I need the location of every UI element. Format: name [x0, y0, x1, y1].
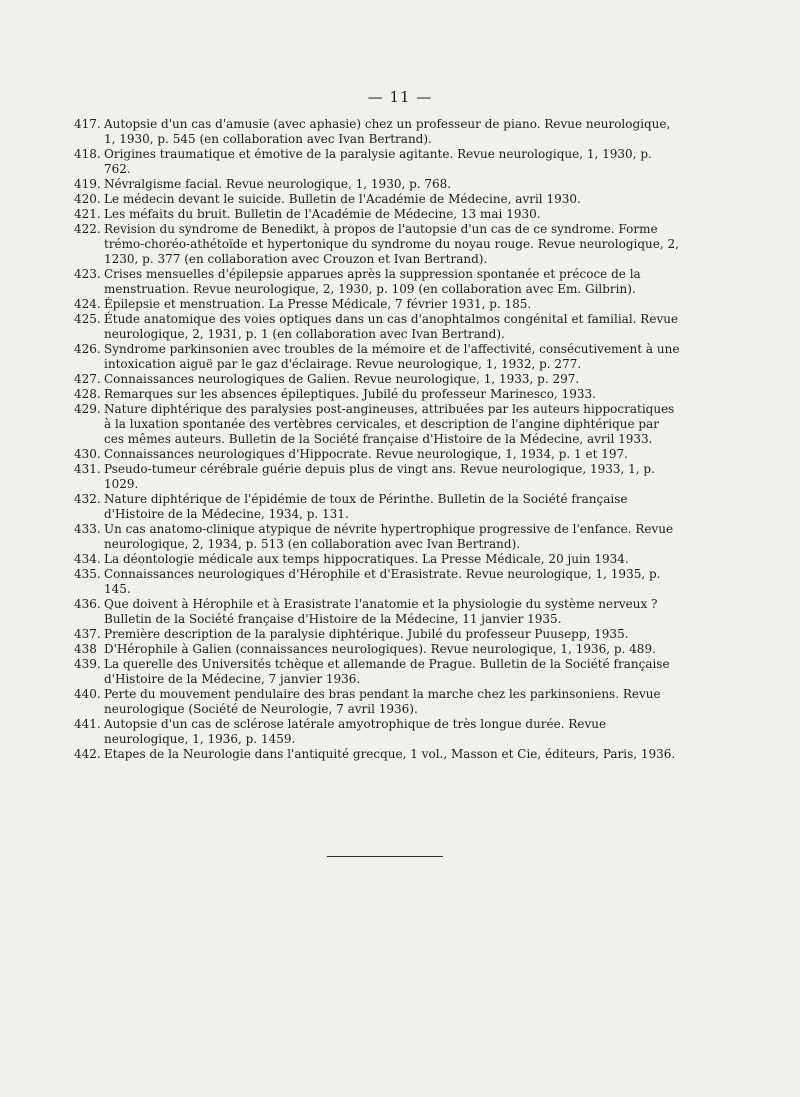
entry-number: 440.: [74, 687, 101, 701]
entry-number: 441.: [74, 717, 101, 731]
entry-text: Nature diphtérique de l'épidémie de toux de Périnthe. Bulletin de la Société française d'Histoire de la Médecine, 1934, p. 131.: [104, 492, 628, 521]
entry-number: 420.: [74, 192, 101, 206]
entry-text: Connaissances neurologiques d'Hérophile et d'Erasistrate. Revue neurologique, 1, 1935, p. 145.: [104, 567, 661, 596]
list-item: [74, 402, 680, 447]
entry-number: 439.: [74, 657, 101, 671]
entry-text: Remarques sur les absences épileptiques. Jubilé du professeur Marinesco, 1933.: [104, 387, 596, 401]
entry-text: Un cas anatomo-clinique atypique de névrite hypertrophique progressive de l'enfance. Revue neurologique, 2, 1934, p. 513 (en collaboration avec Ivan Bertrand).: [104, 522, 674, 551]
entry-text: La querelle des Universités tchèque et allemande de Prague. Bulletin de la Société française d'Histoire de la Médecine, 7 janvier 1936.: [104, 657, 670, 686]
entry-number: 432.: [74, 492, 101, 506]
entry-text: Origines traumatique et émotive de la paralysie agitante. Revue neurologique, 1, 1930, p. 762.: [104, 147, 652, 176]
entry-text: Le médecin devant le suicide. Bulletin de l'Académie de Médecine, avril 1930.: [104, 192, 581, 206]
entry-text: Syndrome parkinsonien avec troubles de la mémoire et de l'affectivité, consécutivement à une intoxication aiguë par le gaz d'éclairage. Revue neurologique, 1, 1932, p. 277.: [104, 342, 680, 371]
closing-rule: [327, 856, 443, 857]
list-item: [74, 222, 680, 267]
list-item: [74, 567, 680, 597]
entry-number: 428.: [74, 387, 101, 401]
list-item: [74, 492, 680, 522]
entry-number: 427.: [74, 372, 101, 386]
list-item: [74, 462, 680, 492]
list-item: [74, 342, 680, 372]
list-item: [74, 297, 680, 312]
list-item: [74, 117, 680, 147]
list-item: [74, 447, 680, 462]
entry-number: 435.: [74, 567, 101, 581]
entry-number: 442.: [74, 747, 101, 761]
list-item: [74, 387, 680, 402]
entry-text: Nature diphtérique des paralysies post-angineuses, attribuées par les auteurs hippocratiques à la luxation spontanée des vertèbres cervicales, et description de l'angine diphtérique par ces mêmes auteurs. Bulletin de la Société française d'Histoire de la Médecine, avril 1933.: [104, 402, 675, 446]
entry-text: Névralgisme facial. Revue neurologique, 1, 1930, p. 768.: [104, 177, 452, 191]
entry-text: Première description de la paralysie diphtérique. Jubilé du professeur Puusepp, 1935.: [104, 627, 629, 641]
entry-number: 423.: [74, 267, 101, 281]
list-item: [74, 177, 680, 192]
entry-text: Autopsie d'un cas d'amusie (avec aphasie) chez un professeur de piano. Revue neurologique, 1, 1930, p. 545 (en collaboration avec Ivan Bertrand).: [104, 117, 671, 146]
list-item: [74, 522, 680, 552]
list-item: [74, 642, 680, 657]
entry-text: Pseudo-tumeur cérébrale guérie depuis plus de vingt ans. Revue neurologique, 1933, 1, p. 1029.: [104, 462, 655, 491]
bibliography-list: [74, 117, 680, 762]
list-item: [74, 147, 680, 177]
list-item: [74, 717, 680, 747]
entry-text: La déontologie médicale aux temps hippocratiques. La Presse Médicale, 20 juin 1934.: [104, 552, 629, 566]
entry-number: 419.: [74, 177, 101, 191]
entry-text: Perte du mouvement pendulaire des bras pendant la marche chez les parkinsoniens. Revue neurologique (Société de Neurologie, 7 avril 1936).: [104, 687, 661, 716]
entry-text: Crises mensuelles d'épilepsie apparues après la suppression spontanée et précoce de la menstruation. Revue neurologique, 2, 1930, p. 109 (en collaboration avec Em. Gilbrin).: [104, 267, 641, 296]
list-item: [74, 627, 680, 642]
entry-text: Revision du syndrome de Benedikt, à propos de l'autopsie d'un cas de ce syndrome. Forme trémo-choréo-athétoïde et hypertonique du syndrome du noyau rouge. Revue neurologique, 2, 1230, p. 377 (en collaboration avec Crouzon et Ivan Bertrand).: [104, 222, 679, 266]
list-item: [74, 687, 680, 717]
list-item: [74, 312, 680, 342]
entry-number: 422.: [74, 222, 101, 236]
entry-number: 437.: [74, 627, 101, 641]
list-item: [74, 747, 680, 762]
list-item: [74, 372, 680, 387]
entry-text: Etapes de la Neurologie dans l'antiquité grecque, 1 vol., Masson et Cie, éditeurs, Paris, 1936.: [104, 747, 676, 761]
entry-text: Étude anatomique des voies optiques dans un cas d'anophtalmos congénital et familial. Revue neurologique, 2, 1931, p. 1 (en collaboration avec Ivan Bertrand).: [104, 312, 679, 341]
entry-text: Que doivent à Hérophile et à Erasistrate l'anatomie et la physiologie du système nerveux ? Bulletin de la Société française d'Histoire de la Médecine, 11 janvier 1935.: [104, 597, 658, 626]
entry-text: Autopsie d'un cas de sclérose latérale amyotrophique de très longue durée. Revue neurologique, 1, 1936, p. 1459.: [104, 717, 607, 746]
page-number: — 11 —: [367, 88, 433, 106]
list-item: [74, 207, 680, 222]
entry-number: 436.: [74, 597, 101, 611]
entry-number: 417.: [74, 117, 101, 131]
entry-number: 429.: [74, 402, 101, 416]
entry-text: Les méfaits du bruit. Bulletin de l'Académie de Médecine, 13 mai 1930.: [104, 207, 541, 221]
entry-number: 430.: [74, 447, 101, 461]
entry-number: 426.: [74, 342, 101, 356]
entry-number: 418.: [74, 147, 101, 161]
entry-number: 425.: [74, 312, 101, 326]
entry-text: Épilepsie et menstruation. La Presse Médicale, 7 février 1931, p. 185.: [104, 297, 532, 311]
entry-text: Connaissances neurologiques d'Hippocrate. Revue neurologique, 1, 1934, p. 1 et 197.: [104, 447, 628, 461]
entry-text: D'Hérophile à Galien (connaissances neurologiques). Revue neurologique, 1, 1936, p. 489.: [104, 642, 656, 656]
entry-number: 434.: [74, 552, 101, 566]
list-item: [74, 267, 680, 297]
entry-number: 421.: [74, 207, 101, 221]
list-item: [74, 657, 680, 687]
entry-number: 433.: [74, 522, 101, 536]
list-item: [74, 552, 680, 567]
entry-text: Connaissances neurologiques de Galien. Revue neurologique, 1, 1933, p. 297.: [104, 372, 580, 386]
entry-number: 431.: [74, 462, 101, 476]
entry-number: 438: [74, 642, 97, 656]
list-item: [74, 192, 680, 207]
list-item: [74, 597, 680, 627]
entry-number: 424.: [74, 297, 101, 311]
